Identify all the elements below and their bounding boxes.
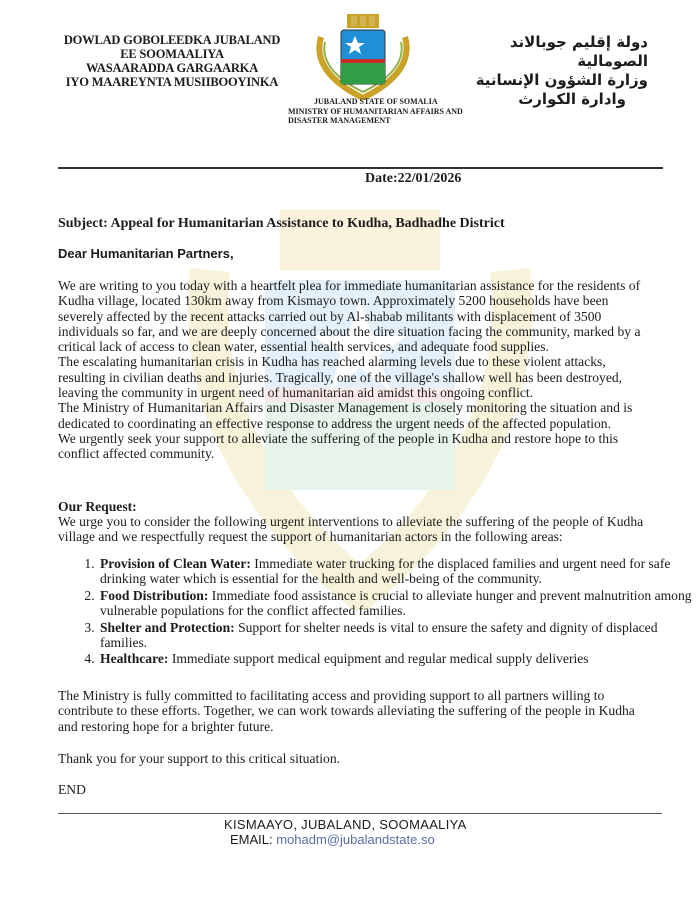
letterhead-arabic-line: وادارة الكوارث — [518, 90, 626, 108]
list-item — [98, 651, 696, 666]
letterhead-arabic-title — [458, 33, 648, 109]
thanks-line: Thank you for your support to this critical situation. — [58, 751, 341, 766]
request-heading: Our Request: — [58, 499, 137, 514]
jubaland-crest-icon — [303, 12, 423, 100]
list-item-title: Shelter and Protection: — [100, 619, 235, 635]
end-marker: END — [58, 782, 86, 797]
letter-date: Date:22/01/2026 — [365, 171, 462, 186]
body-paragraph: The Ministry of Humanitarian Affairs and Disaster Management is closely monitoring the situation and is dedicated to coordinating an effective response to address the urgent needs of the affected population. — [58, 400, 633, 431]
list-item-title: Provision of Clean Water: — [100, 556, 251, 571]
footer-divider — [58, 813, 662, 814]
request-intro: We urge you to consider the following urgent interventions to alleviate the suffering of the people of Kudha village and we respectfully request the support of humanitarian actors in the following areas: — [58, 514, 644, 545]
header-divider — [58, 167, 663, 169]
email-link[interactable]: mohadm@jubalandstate.so — [272, 832, 435, 847]
letterhead-line: WASAARADDA GARGAARKA — [85, 61, 259, 75]
list-item — [98, 588, 696, 619]
list-item-text: Support for shelter needs is vital to ensure the safety and dignity of displaced families. — [100, 619, 658, 651]
letterhead-arabic-line: دولة إقليم جوبالاند الصومالية — [509, 33, 648, 70]
letter-subject: Subject: Appeal for Humanitarian Assistance to Kudha, Badhadhe District — [58, 216, 505, 231]
footer-address: KISMAAYO, JUBALAND, SOOMAALIYA — [224, 817, 467, 832]
letterhead-line: EE SOOMAALIYA — [120, 47, 224, 61]
letterhead-line: DOWLAD GOBOLEEDKA JUBALAND — [63, 33, 281, 47]
email-label: EMAIL: — [230, 832, 273, 847]
letter-body — [58, 278, 650, 462]
letterhead-line: IYO MAAREYNTA MUSIIBOOYINKA — [65, 75, 279, 89]
list-item-text: Immediate support medical equipment and regular medical supply deliveries — [168, 651, 589, 667]
closing-paragraph: The Ministry is fully committed to facilitating access and providing support to all partners willing to contribute to these efforts. Together, we can work towards alleviating the suffering of the people in Kudha and restoring hope for a brighter future. — [58, 688, 635, 734]
body-paragraph: We are writing to you today with a heartfelt plea for immediate humanitarian assistance for the residents of Kudha village, located 130km away from Kismayo town. Approximately 5200 households have been severely affected by the recent attacks carried out by Al-shabab militants with displacement of 3500 individuals so far, and we are deeply concerned about the dire situation facing the community, marked by a critical lack of access to clean water, essential health services, and adequate food supplies. — [58, 278, 641, 355]
list-item-text: Immediate water trucking for the displaced families and urgent need for safe drinking water which is essential for the health and well-being of the community. — [100, 556, 671, 587]
letterhead-somali-title — [52, 33, 292, 89]
request-list — [58, 556, 696, 668]
crest-caption — [276, 97, 476, 126]
crest-caption-line: JUBALAND STATE OF SOMALIA — [314, 97, 438, 106]
list-item-text: Immediate food assistance is crucial to alleviate hunger and prevent malnutrition among vulnerable populations for the conflict affected families. — [100, 587, 692, 619]
list-item-title: Healthcare: — [100, 651, 169, 667]
body-paragraph: The escalating humanitarian crisis in Kudha has reached alarming levels due to these violent attacks, resulting in civilian deaths and injuries. Tragically, one of the village's shallow well has been destroyed, leaving the community in urgent need of humanitarian aid amidst this ongoing conflict. — [58, 354, 623, 401]
list-item-title: Food Distribution: — [100, 587, 209, 603]
salutation: Dear Humanitarian Partners, — [58, 246, 234, 261]
crest-caption-line: MINISTRY OF HUMANITARIAN AFFAIRS AND — [288, 106, 463, 116]
footer-email-line — [230, 832, 435, 847]
letterhead-arabic-line: وزارة الشؤون الإنسانية — [475, 71, 648, 89]
list-item — [98, 556, 696, 587]
list-item — [98, 620, 696, 651]
crest-caption-line: DISASTER MANAGEMENT — [288, 116, 391, 125]
body-paragraph: We urgently seek your support to alleviate the suffering of the people in Kudha and restore hope to this conflict affected community. — [58, 430, 619, 462]
